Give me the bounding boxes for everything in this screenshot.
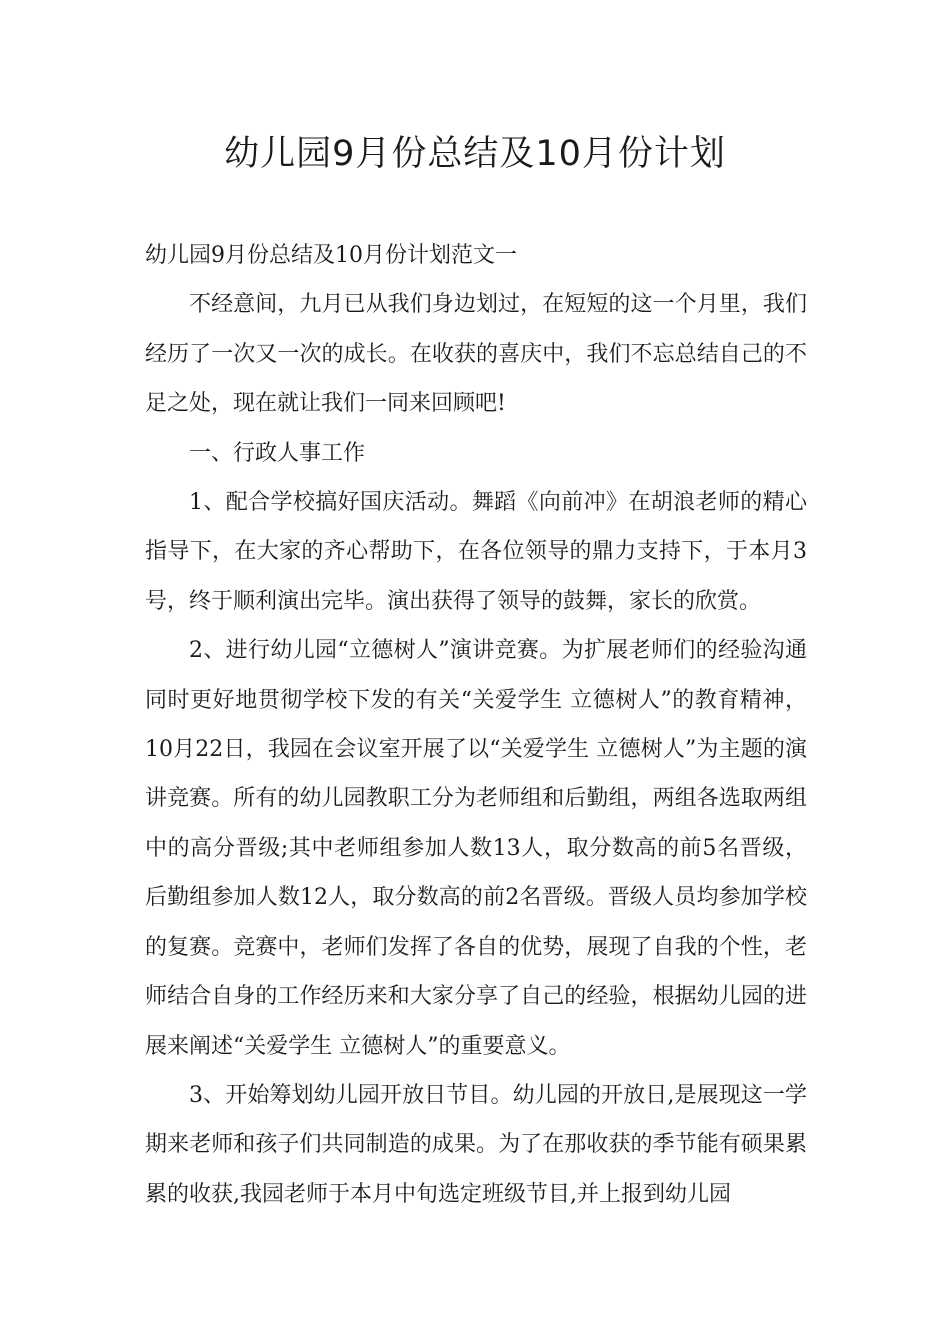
paragraph-item-1: 1、配合学校搞好国庆活动。舞蹈《向前冲》在胡浪老师的精心指导下，在大家的齐心帮助下，在各位领导的鼎力支持下，于本月3号，终于顺利演出完毕。演出获得了领导的鼓舞，家长的欣赏。 bbox=[145, 490, 807, 614]
paragraph-item-2: 2、进行幼儿园“立德树人”演讲竞赛。为扩展老师们的经验沟通同时更好地贯彻学校下发的有关“关爱学生 立德树人”的教育精神，10月22日，我园在会议室开展了以“关爱学生 立德树人”为主题的演讲竞赛。所有的幼儿园教职工分为老师组和后勤组，两组各选取两组中的高分晋级;其中老师组参加人数13人，取分数高的前5名晋级，后勤组参加人数12人，取分数高的前2名晋级。晋级人员均参加学校的复赛。竞赛中，老师们发挥了各自的优势，展现了自我的个性，老师结合自身的工作经历来和大家分享了自己的经验，根据幼儿园的进展来阐述“关爱学生 立德树人”的重要意义。 bbox=[145, 638, 807, 1059]
section-heading-admin: 一、行政人事工作 bbox=[189, 440, 366, 466]
document-title: 幼儿园9月份总结及10月份计划 bbox=[224, 134, 726, 174]
paragraph-intro: 不经意间，九月已从我们身边划过，在短短的这一个月里，我们经历了一次又一次的成长。在收获的喜庆中，我们不忘总结自己的不足之处，现在就让我们一同来回顾吧! bbox=[145, 292, 807, 417]
document-subtitle: 幼儿园9月份总结及10月份计划范文一 bbox=[145, 243, 517, 268]
paragraph-item-3: 3、开始筹划幼儿园开放日节目。幼儿园的开放日,是展现这一学期来老师和孩子们共同制造的成果。为了在那收获的季节能有硕果累累的收获,我园老师于本月中旬选定班级节目,并上报到幼儿园 bbox=[145, 1082, 807, 1207]
document-body bbox=[145, 231, 807, 1219]
